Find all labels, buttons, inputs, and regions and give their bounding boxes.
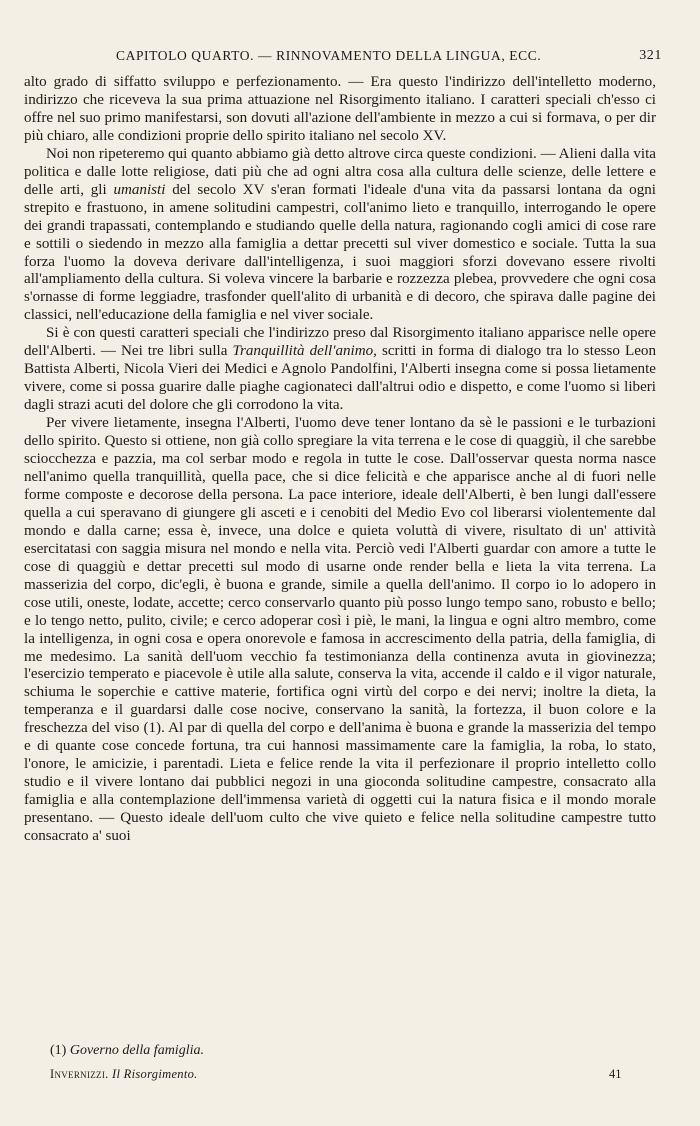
text-run: Si è con questi caratteri speciali che l'indirizzo preso dal Risorgimento italiano apparisce nelle opere dell'Alberti. — Nei tre libri sulla — [24, 325, 656, 360]
paragraph — [24, 74, 656, 146]
text-run: Noi non ripeteremo qui quanto abbiamo già detto altrove circa queste condizioni. — Alieni dalla vita politica e dalle lotte religiose, dati più che ad ogni altra cosa alla cultura delle scienze, delle lettere e delle arti, gli — [24, 145, 656, 198]
text-run: Per vivere lietamente, insegna l'Alberti, l'uomo deve tener lontano da sè le passioni e le turbazioni dello spirito. Questo si ottiene, non già collo spregiare la vita terrena e le cose di quaggiù, il che sarebbe sciocchezza e pazzia, ma col serbar modo e regola in tutte le cose. Dall'osservar questa norma nasce nell'animo quella tranquillità, quella pace, che si dice felicità e che apparisce anche al di fuori nelle forme composte e decorose della persona. La pace interiore, ideale dell'Alberti, è ben lungi dall'essere quella a cui speravano di giungere gli asceti e i cenobiti del Medio Evo col liberarsi violentemente dal mondo e dalla carne; essa è, invece, una dolce e quieta voluttà di vivere, risultato di un' attività esercitatasi con saggia misura nel mondo e nella vita. Perciò vedi l'Alberti guardar con amore a tutte le cose di quaggiù e dettar precetti sul modo di usarne onde render bella e lieta la vita terrena. La masserizia del corpo, dic'egli, è buona e grande, simile a quella dell'animo. Il corpo io lo adopero in cose utili, oneste, lodate, accette; cerco conservarlo quanto più posso lungo tempo sano, robusto e bello; e lo tengo netto, pulito, civile; e cerco adoperar così i piè, le mani, la lingua e ogni altro membro, come la intelligenza, in ogni cosa e opera onorevole e famosa in accrescimento della patria, della famiglia, di me medesimo. La sanità dell'uom vecchio fa testimonianza della continenza avuta in giovinezza; l'esercizio temperato e piacevole è utile alla salute, conserva la vita, accende il caldo e il vigor naturale, schiuma le soperchie e cattive materie, fortifica ogni virtù del corpo e dei nervi; inoltre la dieta, la temperanza e il guardarsi dalle cose nocive, conservano la sanità, la fortezza, il buon colore e la freschezza del viso (1). Al par di quella del corpo e dell'anima è buona e grande la masserizia del tempo e di quante cose concede fortuna, tra cui hannosi massimamente care la famiglia, la roba, lo stato, l'onore, le amicizie, i parentadi. Lieta e felice rende la vita il perfezionare il proprio intelletto collo studio e il vivere lontano dai pubblici negozi in una gioconda solitudine campestre, consacrato alla famiglia e alla contemplazione dell'immensa varietà di oggetti cui la natura fisica e il mondo morale presentano. — Questo ideale dell'uom culto che vive quieto e felice nella solitudine campestre tutto consacrato a' suoi — [24, 415, 656, 845]
paragraph — [24, 146, 656, 326]
italic-title: umanisti — [113, 181, 166, 198]
footnote-text: Governo della famiglia. — [69, 1043, 204, 1058]
text-run: scritti in forma di dialogo tra lo stesso Leon Battista Alberti, Nicola Vieri dei Medici e Agnolo Pandolfini, l'Alberti insegna come si possa lietamente vivere, come si possa guarire dalle piaghe cagionateci dall'altrui odio e dispetto, e come l'uomo si liberi dagli strazi acuti del dolore che gli corrodono la vita. — [24, 343, 656, 414]
text-run: del secolo XV s'eran formati l'ideale d'una vita da passarsi lontana da ogni strepito e frastuono, in amene solitudini campestri, coll'animo lieto e tranquillo, interrogando le opere dei grandi trapassati, contemplando e studiando quelle della natura, ragionando cogli amici di cose rare e sottili o siedendo in mezzo alla famiglia a dettar precetti sul viver domestico e sociale. Tutta la sua forza l'uomo la doveva derivare dall'intelligenza, i suoi maggiori sforzi dovevano essere rivolti all'ampliamento della cultura. Si voleva vincere la barbarie e rozzezza plebea, provvedere che ogni cosa s'ornasse di forme leggiadre, trasfonder quell'alito di urbanità e di decoro, che spirava dalle pagine dei classici, nell'educazione della famiglia e nel viver sociale. — [24, 181, 656, 324]
italic-title: Tranquillità dell'animo, — [232, 343, 377, 360]
paragraph — [24, 415, 656, 846]
text-run: alto grado di siffatto sviluppo e perfezionamento. — Era questo l'indirizzo dell'intelletto moderno, indirizzo che riceveva la sua prima attuazione nel Risorgimento italiano. I caratteri speciali ch'esso ci offre nel suo primo manifestarsi, son dovuti all'azione dell'ambiente in mezzo a cui si formava, o per dir più chiaro, alle condizioni proprie dello spirito italiano nel secolo XV. — [24, 74, 656, 144]
signature-line — [50, 1067, 198, 1082]
page-number: 321 — [639, 48, 662, 63]
signature-author: Invernizzi. — [50, 1067, 109, 1081]
body-text — [24, 74, 656, 846]
footnote-marker: (1) — [50, 1043, 67, 1058]
paragraph — [24, 325, 656, 415]
running-title: CAPITOLO QUARTO. — RINNOVAMENTO DELLA LINGUA, ECC. — [116, 48, 542, 63]
signature-work: Il Risorgimento. — [112, 1067, 198, 1081]
sheet-number: 41 — [609, 1067, 622, 1081]
footnote — [50, 1043, 204, 1059]
